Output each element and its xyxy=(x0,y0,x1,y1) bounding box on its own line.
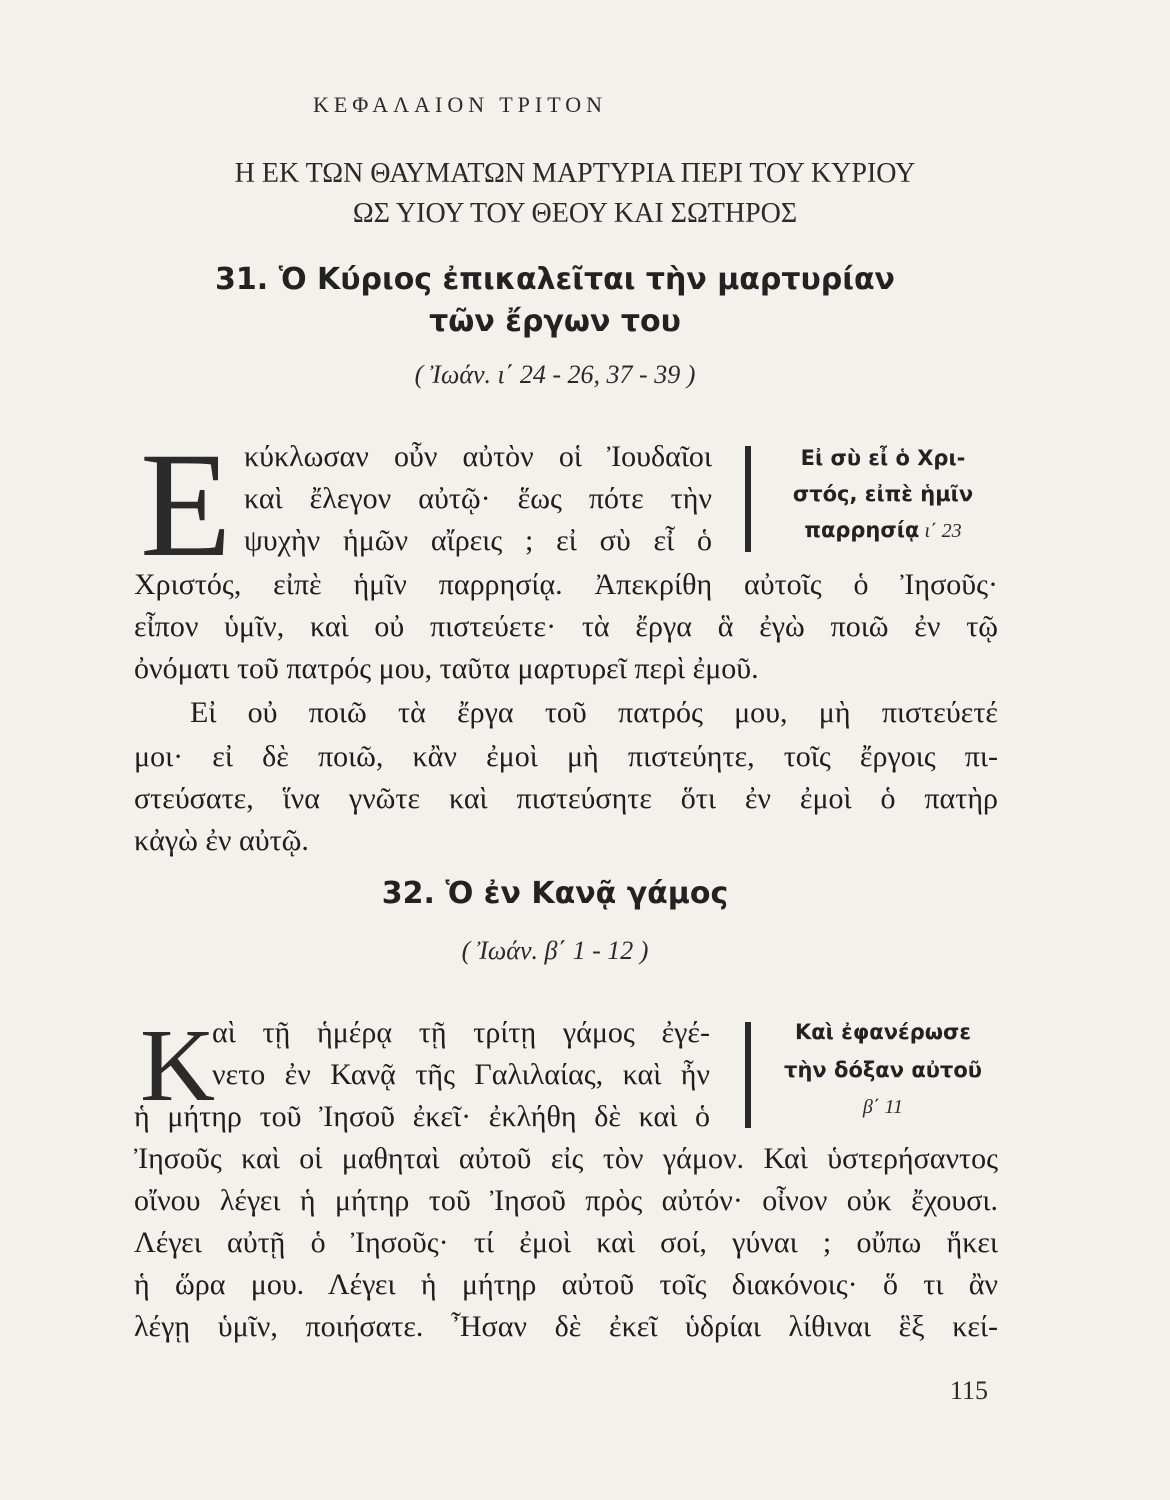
section-32-line-5: λέγῃ ὑμῖν, ποιήσατε. Ἦσαν δὲ ἐκεῖ ὑδρίαι λίθιναι ἓξ κεί- xyxy=(134,1310,998,1343)
section-32-line-4: ἡ ὥρα μου. Λέγει ἡ μήτηρ αὐτοῦ τοῖς διακόνοις· ὅ τι ἂν xyxy=(134,1268,998,1301)
section-31-heading: 31. Ὁ Κύριος ἐπικαλεῖται τὴν μαρτυρίαν xyxy=(215,262,895,297)
section-31-margin-note-1: Εἰ σὺ εἶ ὁ Χρι- xyxy=(800,446,966,470)
chapter-subtitle-line-2: ΩΣ ΥΙΟΥ ΤΟΥ ΘΕΟΥ ΚΑΙ ΣΩΤΗΡΟΣ xyxy=(352,198,798,229)
section-31-margin-note-text: παρρησίᾳ xyxy=(804,518,920,542)
section-31-capped-line-2: καὶ ἔλεγον αὐτῷ· ἕως πότε τὴν xyxy=(244,482,712,515)
section-31-margin-ref: ι΄ 23 xyxy=(924,520,962,542)
section-31-heading-cont: τῶν ἔργων του xyxy=(429,304,681,339)
section-32-line-1: Ἰησοῦς καὶ οἱ μαθηταὶ αὐτοῦ εἰς τὸν γάμον. Καὶ ὑστερήσαντος xyxy=(134,1142,998,1175)
section-31-line-4: Εἰ οὐ ποιῶ τὰ ἔργα τοῦ πατρός μου, μὴ πιστεύετέ xyxy=(190,696,998,729)
section-31-line-2: εἶπον ὑμῖν, καὶ οὐ πιστεύετε· τὰ ἔργα ἃ ἐγὼ ποιῶ ἐν τῷ xyxy=(134,610,998,643)
section-32-heading: 32. Ὁ ἐν Κανᾷ γάμος xyxy=(381,876,729,911)
section-31-line-1: Χριστός, εἰπὲ ἡμῖν παρρησίᾳ. Ἀπεκρίθη αὐτοῖς ὁ Ἰησοῦς· xyxy=(134,568,998,601)
section-31-line-5: μοι· εἰ δὲ ποιῶ, κἂν ἐμοὶ μὴ πιστεύητε, τοῖς ἔργοις πι- xyxy=(134,740,998,773)
section-32-line-3: Λέγει αὐτῇ ὁ Ἰησοῦς· τί ἐμοὶ καὶ σοί, γύναι ; οὔπω ἥκει xyxy=(134,1226,998,1259)
section-32-margin-note-2: τὴν δόξαν αὐτοῦ xyxy=(784,1058,982,1082)
section-32-margin-ref: β΄ 11 xyxy=(862,1096,904,1118)
section-31-margin-note-3 xyxy=(768,518,998,543)
section-32-reference: ( Ἰωάν. β΄ 1 - 12 ) xyxy=(461,936,649,965)
section-31-reference: ( Ἰωάν. ι΄ 24 - 26, 37 - 39 ) xyxy=(414,360,696,389)
section-31-capped-line-1: κύκλωσαν οὖν αὐτὸν οἱ Ἰουδαῖοι xyxy=(244,440,712,473)
section-32-margin-rule xyxy=(745,1022,751,1128)
section-32-dropcap: Κ xyxy=(140,1008,216,1123)
section-32-capped-line-1: αὶ τῇ ἡμέρᾳ τῇ τρίτῃ γάμος ἐγέ- xyxy=(212,1016,710,1049)
section-32-line-2: οἴνου λέγει ἡ μήτηρ τοῦ Ἰησοῦ πρὸς αὐτόν· οἶνον οὐκ ἔχουσι. xyxy=(134,1184,998,1217)
chapter-subtitle-line-1: Η ΕΚ ΤΩΝ ΘΑΥΜΑΤΩΝ ΜΑΡΤΥΡΙΑ ΠΕΡΙ ΤΟΥ ΚΥΡΙΟΥ xyxy=(234,158,916,189)
section-32-capped-line-3: ἡ μήτηρ τοῦ Ἰησοῦ ἐκεῖ· ἐκλήθη δὲ καὶ ὁ xyxy=(134,1100,710,1133)
section-32-margin-note-1: Καὶ ἐφανέρωσε xyxy=(794,1020,972,1044)
section-31-dropcap: Ε xyxy=(140,422,232,588)
section-31-line-3: ὀνόματι τοῦ πατρός μου, ταῦτα μαρτυρεῖ περὶ ἐμοῦ. xyxy=(134,652,759,685)
section-31-margin-rule xyxy=(745,446,751,552)
section-31-margin-note-2: στός, εἰπὲ ἡμῖν xyxy=(792,482,974,506)
section-31-capped-line-3: ψυχὴν ἡμῶν αἴρεις ; εἰ σὺ εἶ ὁ xyxy=(244,524,712,557)
section-31-line-6: στεύσατε, ἵνα γνῶτε καὶ πιστεύσητε ὅτι ἐν ἐμοὶ ὁ πατὴρ xyxy=(134,782,998,815)
chapter-title: ΚΕΦΑΛΑΙΟΝ ΤΡΙΤΟΝ xyxy=(312,92,608,117)
page-number: 115 xyxy=(950,1376,989,1405)
section-32-capped-line-2: νετο ἐν Κανᾷ τῆς Γαλιλαίας, καὶ ἦν xyxy=(212,1058,710,1091)
section-31-line-7: κἀγὼ ἐν αὐτῷ. xyxy=(134,824,309,857)
